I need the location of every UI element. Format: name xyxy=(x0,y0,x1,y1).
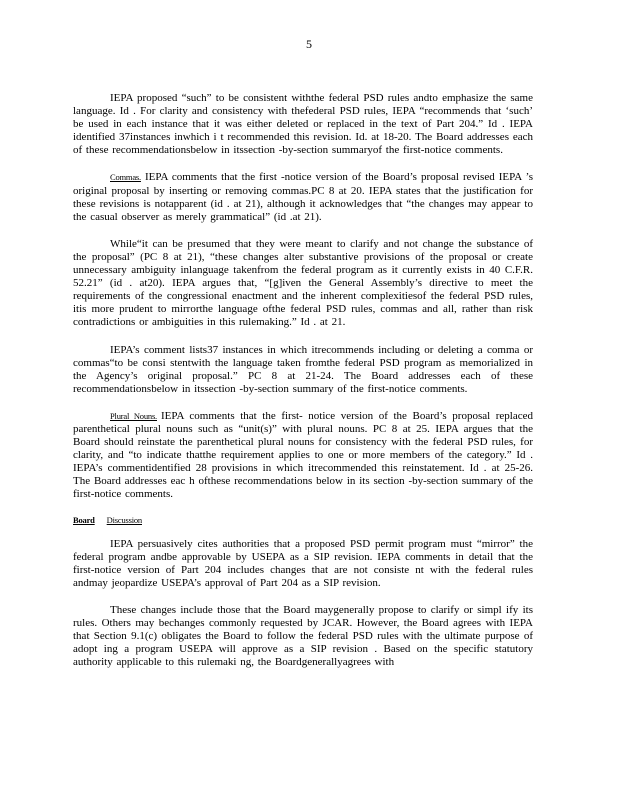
paragraph-text: IEPA persuasively cites authorities that a proposed PSD permit program must “mirror” the federal program andbe approvable by USEPA as a SIP revision. IEPA comments in detail that the first-notice version of Part 204 includes changes that are not consiste nt with the federal rules andmay jeopardize USEPA’s approval of Part 204 as a SIP revision. xyxy=(73,537,533,589)
paragraph-plural-nouns xyxy=(73,410,533,502)
paragraph-text: IEPA proposed “such” to be consistent withthe federal PSD rules andto emphasize the same language. Id . For clarity and consistency with thefederal PSD rules, IEPA “recommends that ‘such’ be used in each instance that it was either deleted or replaced in the text of Part 204.” Id . IEPA identified 37instances inwhich i t recommended this revision. Id. at 18-20. The Board addresses each of these recommendationsbelow in itssection -by-section summaryof the first-notice comments. xyxy=(73,92,533,157)
paragraph-text: IEPA’s comment lists37 instances in which itrecommends including or deleting a comma or commas“to be consi stentwith the language taken fromthe federal PSD program as memorialized in the Agency’s original proposal.” PC 8 at 21-24. The Board addresses each of these recommendationsbelow in itssection -by-section summary of the first-notice comments. xyxy=(73,343,533,395)
paragraph-text: These changes include those that the Board maygenerally propose to clarify or simpl ify its rules. Others may bechanges commonly requested by JCAR. However, the Board agrees with IEPA that Section 9.1(c) obligates the Board to follow the federal PSD rules with the ultimate purpose of adopt ing a program USEPA will approve as a SIP revision . Based on the specific statutory authority applicable to this rulemaki ng, the Boardgenerallyagrees with xyxy=(73,603,533,669)
paragraph-such-recommendation xyxy=(73,92,533,157)
section-heading-word: Board xyxy=(73,514,95,525)
paragraph-commas xyxy=(73,171,533,223)
paragraph-commas-instances xyxy=(73,344,533,396)
run-in-heading-commas: Commas. xyxy=(110,172,141,183)
section-heading-word: Discussion xyxy=(106,514,142,525)
paragraph-text: While“it can be presumed that they were meant to clarify and not change the substance of the proposal” (PC 8 at 21), “these changes alter substantive provisions of the proposal or create unnecessary ambiguity inlanguage takenfrom the federal program as it currently exists in 40 C.F.R. 52.21” (id . at20). IEPA argues that, “[g]iven the General Assembly’s directive to meet the requirements of the congressional enactment and the inherent complexitiesof the federal PSD rules, itis more prudent to mirrorthe language ofthe federal PSD rules, commas and all, rather than risk contradictions or ambiguities in this rulemaking.” Id . at 21. xyxy=(73,237,533,329)
document-body xyxy=(73,92,533,682)
paragraph-text: IEPA comments that the first- notice version of the Board’s proposal replaced parenthetical plural nouns such as “unit(s)” with plural nouns. PC 8 at 25. IEPA argues that the Board should reinstate the parenthetical plural nouns for consistency with the federal PSD rules, for clarity, and “to indicate thatthe requirement applies to one or more members of the category.” Id . IEPA’s commentidentified 28 provisions in which itrecommended this reinstatement. Id . at 25-26. The Board addresses eac h ofthese recommendations below in its section -by-section summary of the first-notice comments. xyxy=(73,409,533,501)
run-in-heading-plural-nouns: Plural Nouns. xyxy=(110,410,157,421)
paragraph-mirror-federal xyxy=(73,538,533,590)
section-heading-board-discussion xyxy=(73,515,533,525)
page-number: 5 xyxy=(306,37,312,51)
paragraph-board-agrees xyxy=(73,604,533,669)
paragraph-commas-substance xyxy=(73,238,533,330)
paragraph-text: IEPA comments that the first -notice version of the Board’s proposal revised IEPA ’s original proposal by inserting or removing commas.PC 8 at 20. IEPA states that the justification for these revisions is notapparent (id . at 21), although it acknowledges that “the changes may appear to the casual observer as merely grammatical” (id .at 21). xyxy=(73,171,533,223)
